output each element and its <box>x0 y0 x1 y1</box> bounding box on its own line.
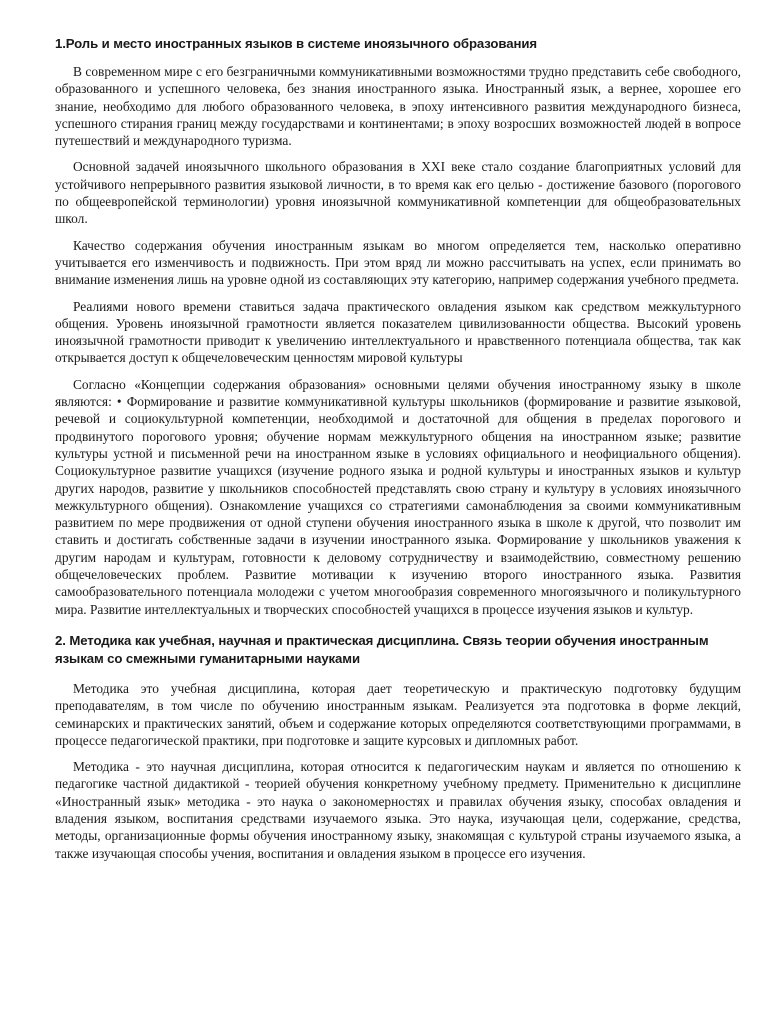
section-1-heading: 1.Роль и место иностранных языков в системе иноязычного образования <box>55 36 537 51</box>
section-2-heading: 2. Методика как учебная, научная и практическая дисциплина. Связь теории обучения иностранным языкам со смежными гуманитарными науками <box>55 632 709 666</box>
section-1-paragraph-2: Основной задачей иноязычного школьного образования в XXI веке стало создание благоприятных условий для устойчивого непрерывного развития языковой личности, в то время как его целью - достижение базового (порогового по общеевропейской терминологии) уровня иноязычной коммуникативной компетенции для общеобразовательных школ. <box>55 159 741 227</box>
section-1-paragraph-3: Качество содержания обучения иностранным языкам во многом определяется тем, насколько оперативно учитывается его изменчивость и подвижность. При этом вряд ли можно рассчитывать на успех, если принимать во внимание изменения лишь на уровне одной из составляющих эту категорию, например содержания учебного предмета. <box>55 237 741 288</box>
section-1-paragraph-1: В современном мире с его безграничными коммуникативными возможностями трудно представить себе свободного, образованного и успешного человека, без знания иностранного языка. Иностранный язык, а вернее, хорошее его знание, необходимо для любого образованного человека, в эпоху интенсивного развития международного бизнеса, успешного стирания границ между государствами и континентами; в эпоху возросших возможностей людей в вопросе путешествий и международного туризма. <box>55 64 741 149</box>
section-2-paragraph-2: Методика - это научная дисциплина, которая относится к педагогическим наукам и является по отношению к педагогике частной дидактикой - теорией обучения конкретному учебному предмету. Применительно к дисциплине «Иностранный язык» методика - это наука о закономерностях и правилах обучения языку, способах овладения и владения языком, воспитания средствами изучаемого языка. Это наука, изучающая цели, содержание, средства, методы, организационные формы обучения иностранному языку, знакомящая с культурой страны изучаемого языка, а также изучающая способы учения, воспитания и овладения языком в процессе его изучения. <box>55 759 741 861</box>
document-page <box>55 30 741 871</box>
section-1-paragraph-4: Реалиями нового времени ставиться задача практического овладения языком как средством межкультурного общения. Уровень иноязычной грамотности является показателем цивилизованности общества. Высокий уровень иноязычной грамотности приводит к увеличению интеллектуального и нравственного потенциала общества, так как открывается доступ к общечеловеческим ценностям мировой культуры <box>55 298 741 366</box>
section-1-paragraph-5: Согласно «Концепции содержания образования» основными целями обучения иностранному языку в школе являются: • Формирование и развитие коммуникативной культуры школьников (формирование и развитие языковой, речевой и социокультурной компетенции, необходимой и достаточной для общения в пределах порогового и продвинутого порогового уровня; обучение нормам межкультурного общения на иностранном языке; развитие культуры устной и письменной речи на иностранном языке в условиях официального и неофициального общения). Социокультурное развитие учащихся (изучение родного языка и родной культуры и иностранных языков и культур других народов, развитие у школьников способностей представлять свою страну и культуру в условиях иноязычного межкультурного общения). Ознакомление учащихся со стратегиями самонаблюдения за своими коммуникативным развитием по мере продвижения от одной ступени обучения иностранного языка в школе к другой, что позволит им ставить и достигать собственные задачи в изучении иностранного языка. Формирование у школьников уважения к другим народам и культурам, готовности к деловому сотрудничеству и взаимодействию, совместному решению общечеловеческих проблем. Развитие мотивации к изучению второго иностранного языка. Развития самообразовательного потенциала молодежи с учетом многообразия современного многоязычного и поликультурного мира. Развитие интеллектуальных и творческих способностей учащихся в процессе изучения языков и культур. <box>55 376 741 617</box>
section-2-paragraph-1: Методика это учебная дисциплина, которая дает теоретическую и практическую подготовку будущим преподавателям, в том числе по обучению иностранным языкам. Реализуется эта подготовка в форме лекций, семинарских и практических занятий, объем и содержание которых определяются соответствующими программами, в процессе педагогической практики, при подготовке и защите курсовых и дипломных работ. <box>55 680 741 748</box>
